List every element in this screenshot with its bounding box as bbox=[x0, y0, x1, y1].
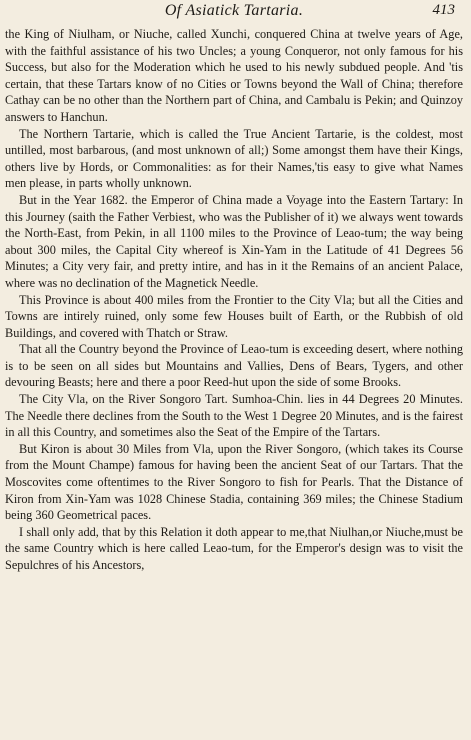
page-header bbox=[5, 0, 463, 26]
running-title: Of Asiatick Tartaria. bbox=[164, 2, 304, 19]
paragraph-7: But Kiron is about 30 Miles from Vla, upon the River Songoro, (which takes its Course from the Mount Champe) famous for having been the ancient Seat of our Tartars. That the Moscovites come oftentimes to the River Songoro to fish for Pearls. That the Distance of Kiron from Xin-Yam was 1028 Chinese Stadia, containing 369 miles; the Chinese Stadium being 360 Geometrical paces. bbox=[5, 441, 463, 523]
body-text bbox=[5, 26, 463, 574]
paragraph-3: But in the Year 1682. the Emperor of China made a Voyage into the Eastern Tartary: In this Journey (saith the Father Verbiest, who was the Publisher of it) we always went towards the North-East, from Pekin, in all 1100 miles to the Province of Leao-tum; the way being about 300 miles, the Capital City whereof is Xin-Yam in the Latitude of 41 Degrees 56 Minutes; a City very fair, and pretty intire, and has in it the Remains of an ancient Palace, where was no declination of the Magnetick Needle. bbox=[5, 192, 463, 290]
paragraph-8: I shall only add, that by this Relation it doth appear to me,that Niulhan,or Niuche,must be the same Country which is here called Leao-tum, for the Emperor's design was to visit the Sepulchres of his Ancestors, bbox=[5, 524, 463, 572]
paragraph-4: This Province is about 400 miles from the Frontier to the City Vla; but all the Cities and Towns are intirely ruined, only some few Houses built of Earth, or the Rubbish of old Buildings, and covered with Thatch or Straw. bbox=[5, 292, 463, 340]
paragraph-6: The City Vla, on the River Songoro Tart. Sumhoa-Chin. lies in 44 Degrees 20 Minutes. The Needle there declines from the South to the West 1 Degree 20 Minutes, and is the fairest in all this Country, and sometimes also the Seat of the Empire of the Tartars. bbox=[5, 392, 463, 440]
paragraph-1: the King of Niulham, or Niuche, called Xunchi, conquered China at twelve years of Age, with the faithful assistance of his two Uncles; a young Conqueror, not only famous for his Success, but also for the Moderation which he used to his newly subdued people. And 'tis certain, that these Tartars know of no Cities or Towns beyond the Wall of China; therefore Cathay can be no other than the Northern part of China, and Cambalu is Pekin; and Quinzoy answers to Hanchun. bbox=[5, 27, 463, 124]
paragraph-2: The Northern Tartarie, which is called the True Ancient Tartarie, is the coldest, most untilled, most barbarous, (and most unknown of all;) Some amongst them have their Kings, others live by Hords, or Commonalities: as for their Names,'tis easy to give what Names men please, in parts wholly unknown. bbox=[5, 126, 463, 191]
page-number: 413 bbox=[432, 2, 455, 18]
paragraph-5: That all the Country beyond the Province of Leao-tum is exceeding desert, where nothing is to be seen on all sides but Mountains and Vallies, Dens of Bears, Tygers, and other devouring Beasts; here and there a poor Reed-hut upon the side of some Brooks. bbox=[5, 342, 463, 390]
